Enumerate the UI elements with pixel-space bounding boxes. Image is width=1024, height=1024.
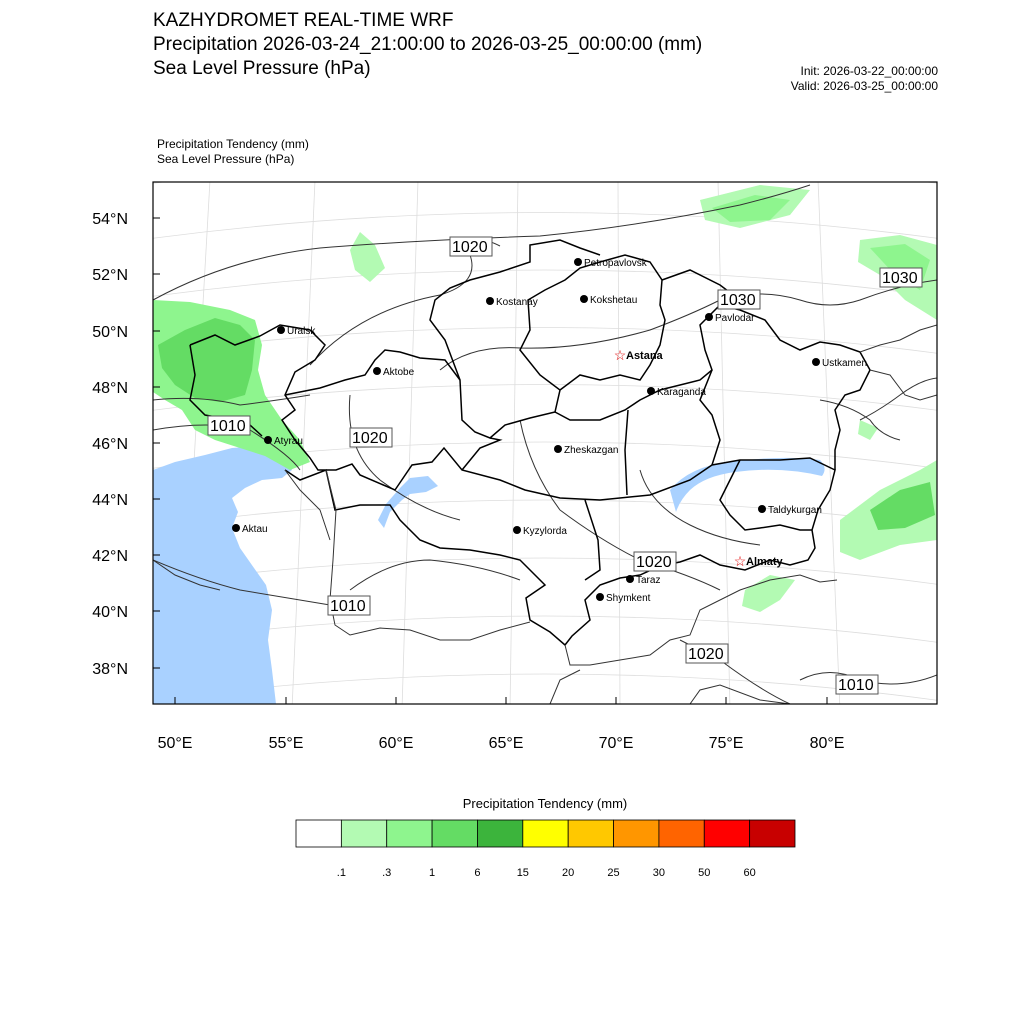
slp-title: Sea Level Pressure (hPa) bbox=[153, 58, 371, 79]
city-kokshetau bbox=[580, 295, 637, 306]
isobar-label bbox=[836, 675, 878, 694]
city-dot-icon bbox=[574, 258, 582, 266]
isobar-label bbox=[350, 428, 392, 447]
city-label: Pavlodar bbox=[715, 313, 755, 324]
city-dot-icon bbox=[705, 313, 713, 321]
precip-period-title: Precipitation 2026-03-24_21:00:00 to 2026-03-25_00:00:00 (mm) bbox=[153, 34, 703, 55]
colorbar-swatch bbox=[341, 820, 386, 847]
colorbar-label: 20 bbox=[562, 867, 575, 879]
svg-text:1030: 1030 bbox=[882, 270, 918, 287]
lat-label-44: 44°N bbox=[92, 492, 128, 509]
city-label: Kyzylorda bbox=[523, 526, 567, 537]
water-bodies bbox=[153, 446, 825, 704]
map-legend-precip: Precipitation Tendency (mm) bbox=[157, 137, 309, 151]
city-label: Atyrau bbox=[274, 436, 303, 447]
city-label: Aktobe bbox=[383, 367, 415, 378]
isobar-label bbox=[328, 596, 370, 615]
lon-label-60: 60°E bbox=[378, 735, 414, 752]
isobar-label bbox=[686, 644, 728, 663]
lon-label-70: 70°E bbox=[598, 735, 634, 752]
city-dot-icon bbox=[580, 295, 588, 303]
svg-text:1030: 1030 bbox=[720, 292, 756, 309]
colorbar-swatch bbox=[568, 820, 613, 847]
city-dot-icon bbox=[596, 593, 604, 601]
colorbar-swatch bbox=[750, 820, 795, 847]
city-dot-icon bbox=[647, 387, 655, 395]
city-label: Kokshetau bbox=[590, 295, 638, 306]
colorbar-title: Precipitation Tendency (mm) bbox=[462, 796, 628, 811]
lat-label-50: 50°N bbox=[92, 324, 128, 341]
colorbar-label: 30 bbox=[652, 867, 666, 879]
lon-label-55: 55°E bbox=[268, 735, 304, 752]
caspian-sea bbox=[153, 446, 292, 704]
city-label: Taraz bbox=[636, 575, 661, 586]
colorbar bbox=[296, 820, 795, 847]
city-petropavlovsk bbox=[574, 258, 648, 269]
svg-text:1020: 1020 bbox=[688, 646, 724, 663]
city-dot-icon bbox=[232, 524, 240, 532]
map-legend-slp: Sea Level Pressure (hPa) bbox=[157, 152, 295, 166]
city-dot-icon bbox=[264, 436, 272, 444]
colorbar-swatch bbox=[704, 820, 749, 847]
svg-text:1020: 1020 bbox=[352, 430, 388, 447]
city-label: Karaganda bbox=[657, 387, 706, 398]
lon-label-50: 50°E bbox=[157, 735, 193, 752]
city-dot-icon bbox=[758, 505, 766, 513]
svg-text:1020: 1020 bbox=[452, 239, 488, 256]
lat-label-54: 54°N bbox=[92, 211, 128, 228]
colorbar-swatch bbox=[296, 820, 341, 847]
city-zheskazgan bbox=[554, 445, 618, 456]
colorbar-swatch bbox=[432, 820, 477, 847]
isobar-label bbox=[208, 416, 250, 435]
city-uralsk bbox=[277, 326, 316, 337]
city-kostanay bbox=[486, 297, 538, 308]
city-dot-icon bbox=[513, 526, 521, 534]
city-label: Petropavlovsk bbox=[584, 258, 647, 269]
colorbar-label: 6 bbox=[474, 867, 481, 879]
lat-label-40: 40°N bbox=[92, 604, 128, 621]
city-dot-icon bbox=[626, 575, 634, 583]
colorbar-swatch bbox=[614, 820, 659, 847]
lat-label-38: 38°N bbox=[92, 661, 128, 678]
isobar-label bbox=[718, 290, 760, 309]
colorbar-swatch bbox=[523, 820, 568, 847]
isobar-label bbox=[450, 237, 492, 256]
lon-label-75: 75°E bbox=[708, 735, 744, 752]
city-label: Astana bbox=[626, 350, 663, 362]
city-dot-icon bbox=[812, 358, 820, 366]
isobar-label bbox=[634, 552, 676, 571]
city-label: Ustkamen bbox=[822, 358, 868, 369]
init-time: Init: 2026-03-22_00:00:00 bbox=[800, 64, 938, 78]
city-pavlodar bbox=[705, 313, 755, 324]
city-ustkamen bbox=[812, 358, 867, 369]
city-aktau bbox=[232, 524, 268, 535]
colorbar-label: 1 bbox=[429, 867, 436, 879]
lon-label-80: 80°E bbox=[809, 735, 845, 752]
city-dot-icon bbox=[554, 445, 562, 453]
lon-label-65: 65°E bbox=[488, 735, 524, 752]
svg-text:1010: 1010 bbox=[838, 677, 874, 694]
svg-text:1020: 1020 bbox=[636, 554, 672, 571]
kazakhstan-outline bbox=[190, 325, 835, 645]
city-label: Aktau bbox=[242, 524, 268, 535]
precip-areas bbox=[153, 185, 937, 612]
city-label: Kostanay bbox=[496, 297, 538, 308]
city-label: Uralsk bbox=[287, 326, 316, 337]
city-dot-icon bbox=[373, 367, 381, 375]
colorbar-label: 60 bbox=[743, 867, 756, 879]
lat-label-46: 46°N bbox=[92, 436, 128, 453]
colorbar-label: 15 bbox=[516, 867, 529, 879]
city-almaty bbox=[734, 553, 784, 569]
city-astana bbox=[614, 347, 664, 363]
city-shymkent bbox=[596, 593, 651, 604]
city-taraz bbox=[626, 575, 660, 586]
colorbar-swatch bbox=[387, 820, 432, 847]
chart-title: KAZHYDROMET REAL-TIME WRF bbox=[153, 10, 454, 31]
colorbar-label: 50 bbox=[698, 867, 711, 879]
city-aktobe bbox=[373, 367, 415, 378]
city-taldykurgan bbox=[758, 505, 822, 516]
capital-star-icon: ☆ bbox=[733, 553, 747, 569]
lat-label-52: 52°N bbox=[92, 267, 128, 284]
city-dot-icon bbox=[277, 326, 285, 334]
svg-text:1010: 1010 bbox=[330, 598, 366, 615]
lat-label-48: 48°N bbox=[92, 380, 128, 397]
city-label: Zheskazgan bbox=[564, 445, 619, 456]
city-label: Almaty bbox=[746, 556, 783, 568]
city-dot-icon bbox=[486, 297, 494, 305]
city-label: Taldykurgan bbox=[768, 505, 822, 516]
capital-star-icon: ☆ bbox=[613, 347, 627, 363]
valid-time: Valid: 2026-03-25_00:00:00 bbox=[790, 79, 938, 93]
colorbar-label: .3 bbox=[382, 867, 392, 879]
city-kyzylorda bbox=[513, 526, 567, 537]
svg-text:1010: 1010 bbox=[210, 418, 246, 435]
colorbar-label: .1 bbox=[336, 867, 346, 879]
lat-label-42: 42°N bbox=[92, 548, 128, 565]
colorbar-label: 25 bbox=[607, 867, 620, 879]
colorbar-swatch bbox=[477, 820, 522, 847]
city-label: Shymkent bbox=[606, 593, 651, 604]
colorbar-swatch bbox=[659, 820, 704, 847]
isobar-label bbox=[880, 268, 922, 287]
